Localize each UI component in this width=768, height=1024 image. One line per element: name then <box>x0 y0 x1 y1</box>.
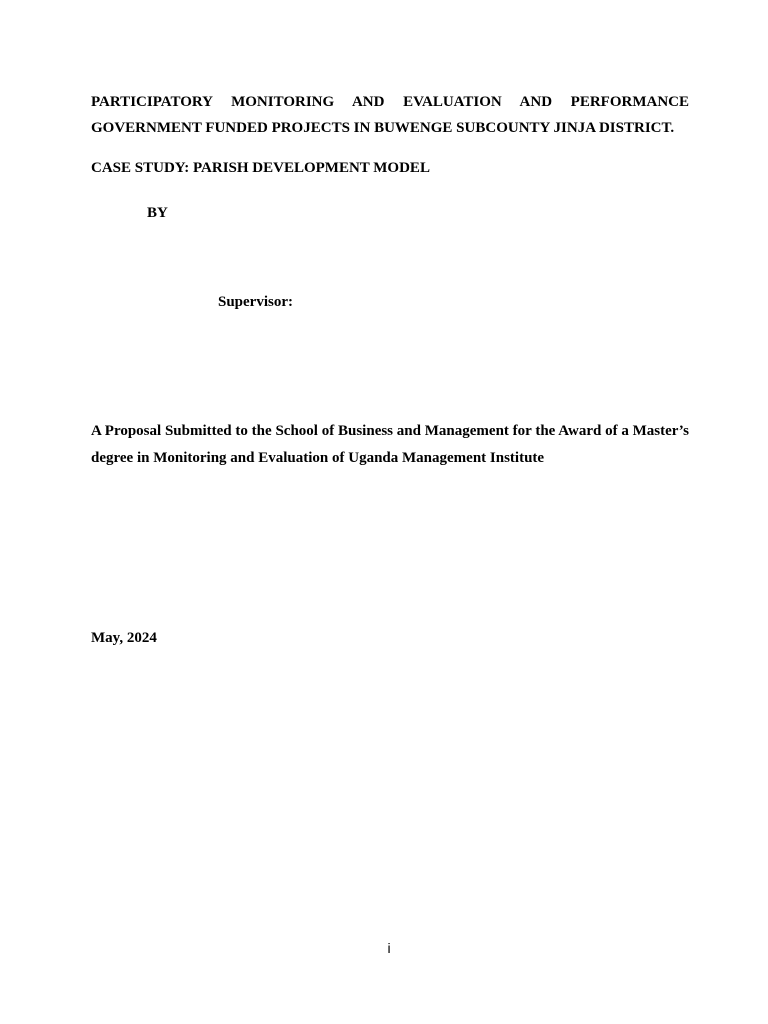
submission-date: May, 2024 <box>91 630 157 646</box>
page-number: i <box>387 940 391 956</box>
by-label: BY <box>147 205 168 221</box>
proposal-statement: A Proposal Submitted to the School of Business and Management for the Award of a Master’s degree in Monitoring and Evaluation of Uganda Management Institute <box>91 423 689 466</box>
supervisor-label: Supervisor: <box>218 294 293 310</box>
document-title: PARTICIPATORY MONITORING AND EVALUATION AND PERFORMANCE GOVERNMENT FUNDED PROJECTS IN BUWENGE SUBCOUNTY JINJA DISTRICT. <box>91 94 689 136</box>
case-study-line: CASE STUDY: PARISH DEVELOPMENT MODEL <box>91 160 430 176</box>
